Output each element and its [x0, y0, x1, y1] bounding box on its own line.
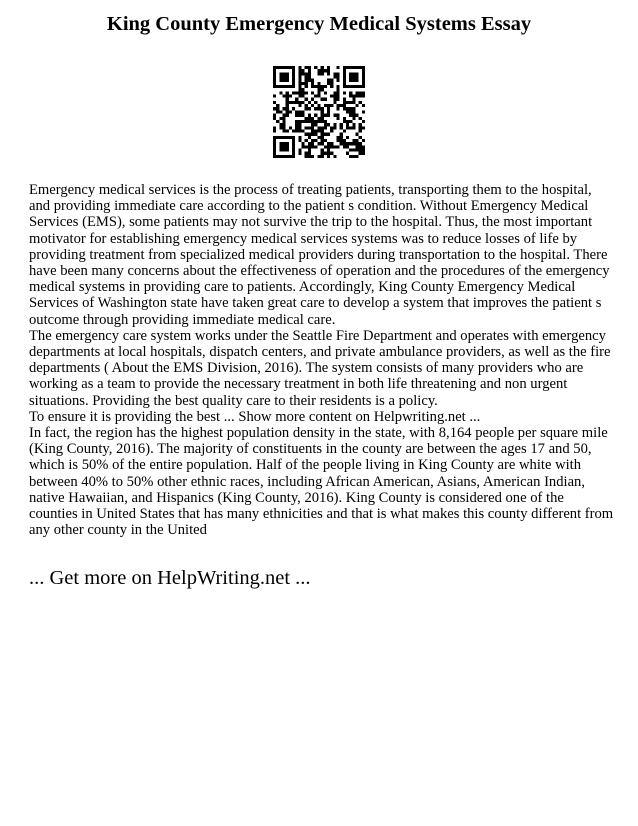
show-more-line: To ensure it is providing the best ... Show more content on Helpwriting.net ... — [29, 408, 481, 425]
essay-body — [29, 182, 614, 538]
paragraph-intro: Emergency medical services is the process of treating patients, transporting them to the hospital, and providing immediate care according to the patient s condition. Without Emergency Medical Services (EMS), some patients may not survive the trip to the hospital. Thus, the most important motivator for establishing emergency medical services systems was to reduce losses of life by providing treatment from specialized medical providers during transportation to the hospital. There have been many concerns about the effectiveness of operation and the procedures of the emergency medical systems in providing care to patients. Accordingly, King County Emergency Medical Services of Washington state have taken great care to develop a system that improves the patient s outcome through providing immediate medical care. — [29, 182, 610, 328]
qr-code-icon — [273, 66, 365, 158]
paragraph-demographics: In fact, the region has the highest population density in the state, with 8,164 people per square mile (King County, 2016). The majority of constituents in the county are between the ages 17 and 50, which is 50% of the entire population. Half of the people living in King County are white with between 40% to 50% other ethnic races, including African American, Asians, American Indian, native Hawaiian, and Hispanics (King County, 2016). King County is considered one of the counties in United States that has many ethnicities and that is what makes this county different from any other county in the United — [29, 425, 614, 539]
document-title: King County Emergency Medical Systems Essay — [106, 13, 532, 35]
get-more-link[interactable]: ... Get more on HelpWriting.net ... — [29, 567, 311, 589]
paragraph-system: The emergency care system works under the Seattle Fire Department and operates with emergency departments at local hospitals, dispatch centers, and private ambulance providers, as well as the fire departments ( About the EMS Division, 2016). The system consists of many providers who are working as a team to provide the necessary treatment in both life threatening and non urgent situations. Providing the best quality care to their residents is a policy. — [29, 327, 611, 409]
